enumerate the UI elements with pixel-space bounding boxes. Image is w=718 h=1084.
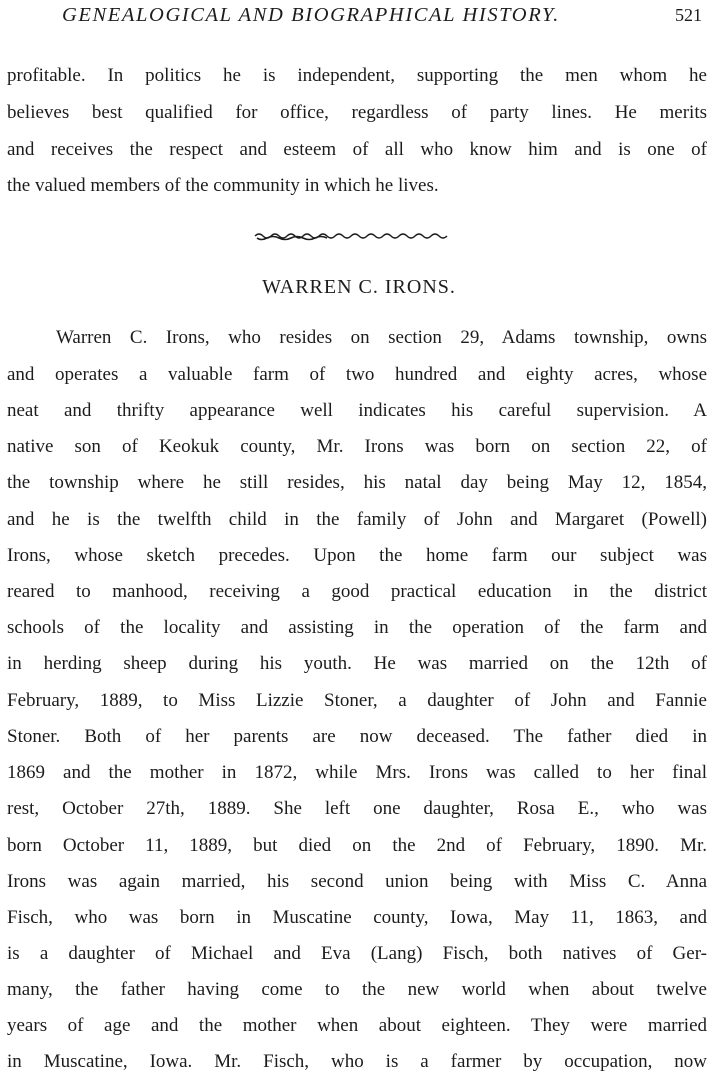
text-line: and he is the twelfth child in the family of John and Margaret (Powell) <box>7 509 707 530</box>
text-line: native son of Keokuk county, Mr. Irons was born on section 22, of <box>7 436 707 457</box>
running-head: GENEALOGICAL AND BIOGRAPHICAL HISTORY. <box>62 4 560 26</box>
text-line: years of age and the mother when about eighteen. They were married <box>7 1015 707 1036</box>
text-line: schools of the locality and assisting in the operation of the farm and <box>7 617 707 638</box>
text-line: in herding sheep during his youth. He was married on the 12th of <box>7 653 707 674</box>
text-line: 1869 and the mother in 1872, while Mrs. Irons was called to her final <box>7 762 707 783</box>
article-title: WARREN C. IRONS. <box>262 276 456 298</box>
text-line: Warren C. Irons, who resides on section 29, Adams township, owns <box>56 327 707 348</box>
page-number: 521 <box>675 5 702 25</box>
text-line: born October 11, 1889, but died on the 2nd of February, 1890. Mr. <box>7 835 707 856</box>
text-line: Fisch, who was born in Muscatine county, Iowa, May 11, 1863, and <box>7 907 707 928</box>
text-line: believes best qualified for office, regardless of party lines. He merits <box>7 102 707 123</box>
text-line: is a daughter of Michael and Eva (Lang) Fisch, both natives of Ger- <box>7 943 707 964</box>
text-line: Irons was again married, his second union being with Miss C. Anna <box>7 871 707 892</box>
text-line: and operates a valuable farm of two hundred and eighty acres, whose <box>7 364 707 385</box>
text-line: Irons, whose sketch precedes. Upon the home farm our subject was <box>7 545 707 566</box>
text-line: and receives the respect and esteem of all who know him and is one of <box>7 139 707 160</box>
text-line: rest, October 27th, 1889. She left one daughter, Rosa E., who was <box>7 798 707 819</box>
text-line: reared to manhood, receiving a good practical education in the district <box>7 581 707 602</box>
text-line: Stoner. Both of her parents are now deceased. The father died in <box>7 726 707 747</box>
text-line: many, the father having come to the new world when about twelve <box>7 979 707 1000</box>
text-line: the township where he still resides, his natal day being May 12, 1854, <box>7 472 707 493</box>
text-line: the valued members of the community in which he lives. <box>7 175 439 196</box>
text-line: profitable. In politics he is independent, supporting the men whom he <box>7 65 707 86</box>
text-line: February, 1889, to Miss Lizzie Stoner, a daughter of John and Fannie <box>7 690 707 711</box>
text-line: in Muscatine, Iowa. Mr. Fisch, who is a farmer by occupation, now <box>7 1051 707 1072</box>
text-line: neat and thrifty appearance well indicates his careful supervision. A <box>7 400 707 421</box>
section-divider-ornament <box>253 228 449 244</box>
